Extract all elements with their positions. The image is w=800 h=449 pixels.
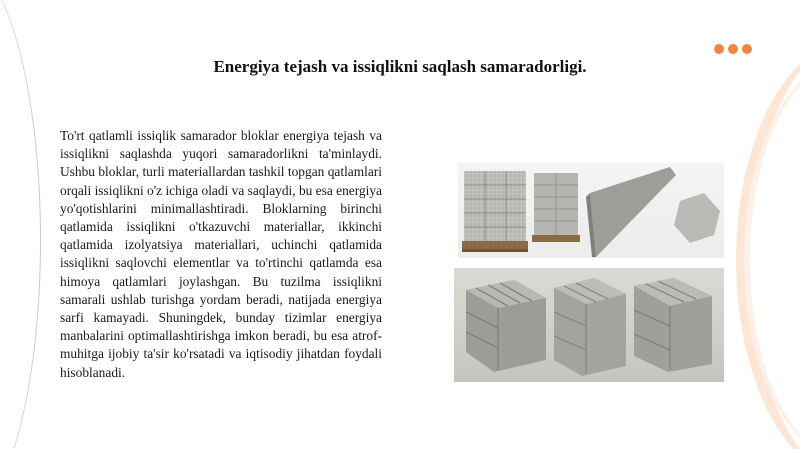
slide-body-text: To'rt qatlamli issiqlik samarador bloklar energiya tejash va issiqlikni saqlashda yuqori samaradorlikni ta'minlaydi. Ushbu bloklar, turli materiallardan tashkil topgan qatlamlari orqali issiqlikni o'z ichiga oladi va saqlaydi, bu esa energiya yo'qotishlarini minimallashtiradi. Bloklarning birinchi qatlamida issiqlikni o'tkazuvchi materiallar, ikkinchi qatlamida izolyatsiya materiallari, uchinchi qatlamida issiqlikni saqlovchi elementlar va to'rtinchi qatlamda esa himoya qatlamlari joylashgan. Bu tuzilma issiqlikni samarali ushlab turishga yordam beradi, natijada energiya sarfi kamayadi. Shuningdek, bunday tizimlar energiya manbalarini optimallashtirishga imkon beradi, bu esa atrof-muhitga ijobiy ta'sir ko'rsatadi va iqtisodiy jihatdan foydali hisoblanadi. (60, 128, 382, 380)
blocks-photo-top (458, 163, 724, 258)
slide-title: Energiya tejash va issiqlikni saqlash samaradorligi. (213, 57, 587, 76)
three-dots-icon (714, 44, 752, 54)
dot (742, 44, 752, 54)
blocks-photo-bottom (454, 268, 724, 382)
dot (714, 44, 724, 54)
dot (728, 44, 738, 54)
